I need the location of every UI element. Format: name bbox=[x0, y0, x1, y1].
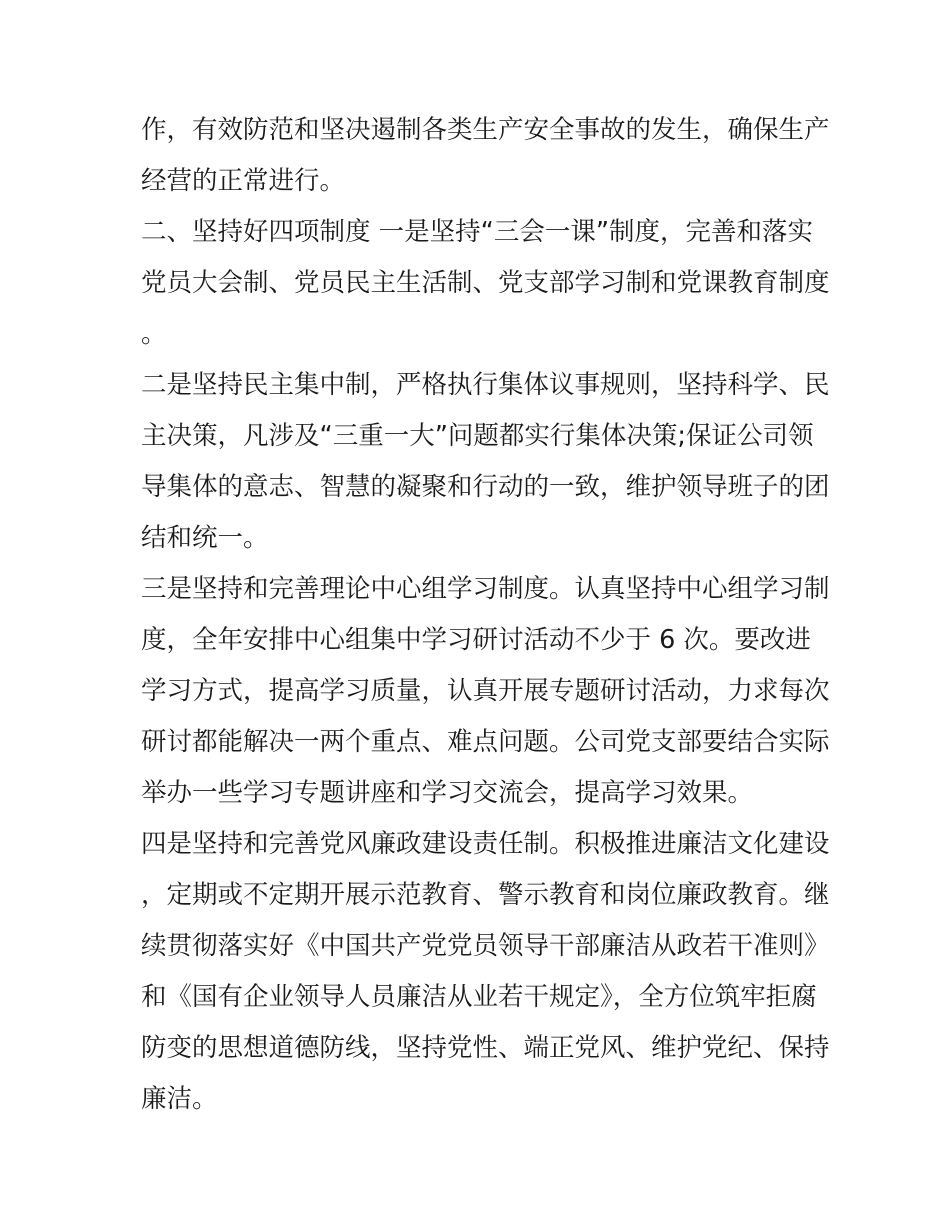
document-body bbox=[141, 105, 831, 1125]
paragraph-theory-study: 三是坚持和完善理论中心组学习制度。认真坚持中心组学习制度，全年安排中心组集中学习研讨活动不少于 6 次。要改进学习方式，提高学习质量，认真开展专题研讨活动，力求每次研讨都能解决一两个重点、难点问题。公司党支部要结合实际举办一些学习专题讲座和学习交流会，提高学习效果。 bbox=[141, 574, 830, 808]
paragraph-section-two: 二、坚持好四项制度 一是坚持“三会一课”制度，完善和落实党员大会制、党员民主生活制、党支部学习制和党课教育制度。 bbox=[141, 217, 830, 349]
paragraph-continuation: 作，有效防范和坚决遏制各类生产安全事故的发生，确保生产经营的正常进行。 bbox=[141, 115, 830, 196]
paragraph-integrity: 四是坚持和完善党风廉政建设责任制。积极推进廉洁文化建设，定期或不定期开展示范教育、警示教育和岗位廉政教育。继续贯彻落实好《中国共产党党员领导干部廉洁从政若干准则》和《国有企业领导人员廉洁从业若干规定》，全方位筑牢拒腐防变的思想道德防线，坚持党性、端正党风、维护党纪、保持廉洁。 bbox=[141, 829, 830, 1114]
paragraph-democratic-centralism: 二是坚持民主集中制，严格执行集体议事规则，坚持科学、民主决策，凡涉及“三重一大”问题都实行集体决策;保证公司领导集体的意志、智慧的凝聚和行动的一致，维护领导班子的团结和统一。 bbox=[141, 370, 830, 553]
